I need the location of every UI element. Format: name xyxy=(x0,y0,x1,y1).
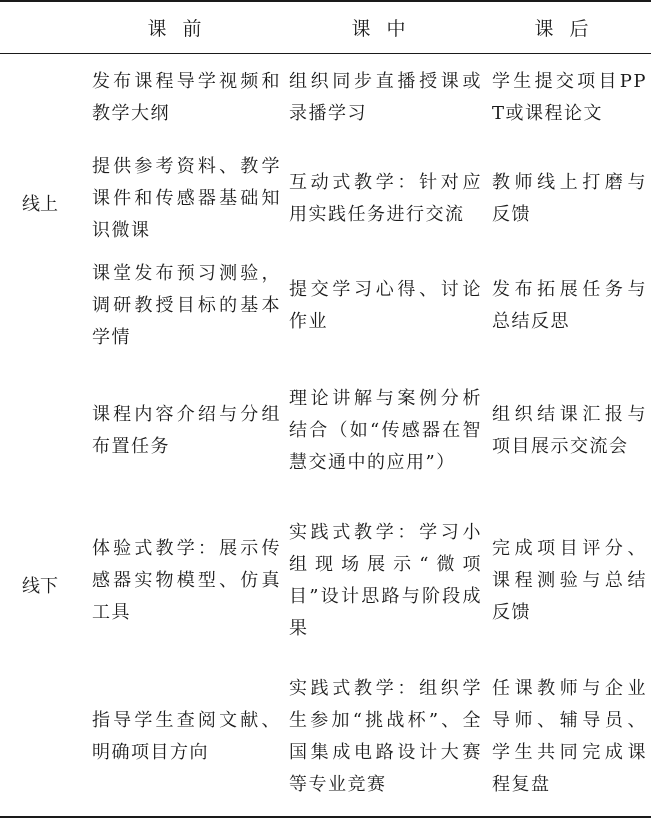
cell-post: 学生提交项目PPT或课程论文 xyxy=(492,71,647,125)
table-header xyxy=(0,1,651,53)
table-row xyxy=(0,357,651,505)
group-label-online: 线上 xyxy=(22,194,58,216)
cell-post: 组织结课汇报与项目展示交流会 xyxy=(492,404,647,457)
header-group xyxy=(0,1,80,53)
table-row xyxy=(0,255,651,357)
cell-post: 发布拓展任务与总结反思 xyxy=(492,279,647,332)
cell-in: 实践式教学：组织学生参加“挑战杯”、全国集成电路设计大赛等专业竞赛 xyxy=(289,677,482,795)
table-row xyxy=(0,505,651,657)
cell-in: 实践式教学：学习小组现场展示“微项目”设计思路与阶段成果 xyxy=(289,522,482,639)
group-label-offline: 线下 xyxy=(22,575,58,597)
header-post-class: 课后 xyxy=(534,17,605,40)
cell-post: 任课教师与企业导师、辅导员、学生共同完成课程复盘 xyxy=(492,677,647,795)
cell-in: 提交学习心得、讨论作业 xyxy=(289,279,482,332)
cell-pre: 提供参考资料、教学课件和传感器基础知识微课 xyxy=(92,156,281,241)
cell-pre: 指导学生查阅文献、明确项目方向 xyxy=(92,709,281,763)
table-row xyxy=(0,53,651,143)
cell-pre: 体验式教学：展示传感器实物模型、仿真工具 xyxy=(92,538,281,623)
table-row xyxy=(0,143,651,255)
cell-pre: 发布课程导学视频和教学大纲 xyxy=(92,71,281,125)
cell-in: 理论讲解与案例分析结合（如“传感器在智慧交通中的应用”） xyxy=(289,388,482,473)
header-row xyxy=(0,1,651,53)
table-body xyxy=(0,53,651,817)
cell-in: 互动式教学：针对应用实践任务进行交流 xyxy=(289,172,482,225)
cell-post: 完成项目评分、课程测验与总结反馈 xyxy=(492,538,647,623)
cell-in: 组织同步直播授课或录播学习 xyxy=(289,71,482,125)
cell-post: 教师线上打磨与反馈 xyxy=(492,172,647,225)
header-in-class: 课中 xyxy=(351,17,422,40)
header-pre-class: 课前 xyxy=(147,17,218,40)
cell-pre: 课堂发布预习测验，调研教授目标的基本学情 xyxy=(92,263,281,348)
cell-pre: 课程内容介绍与分组布置任务 xyxy=(92,404,281,457)
table-row xyxy=(0,657,651,817)
